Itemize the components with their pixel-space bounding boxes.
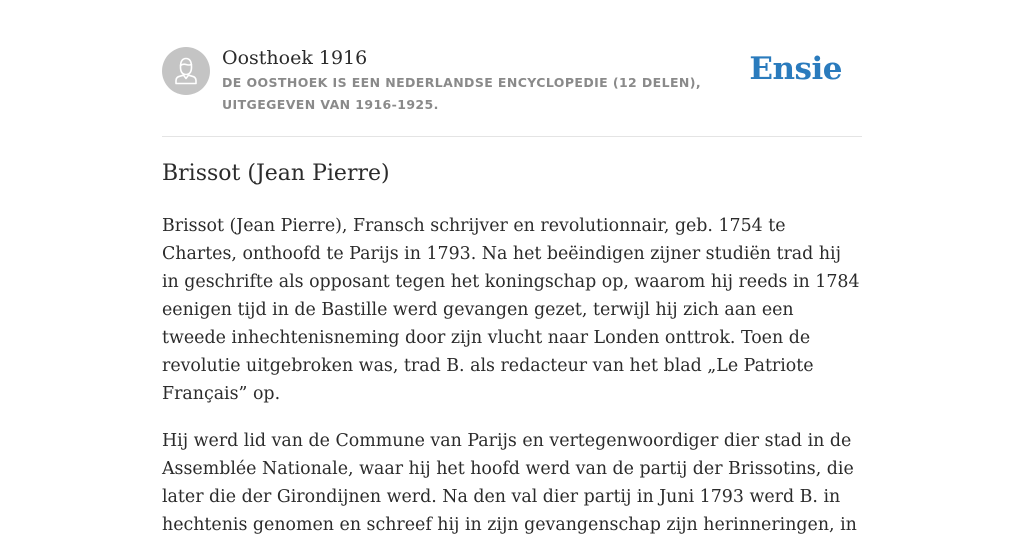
- article-body: [162, 212, 862, 558]
- source-title[interactable]: Oosthoek 1916: [222, 47, 368, 69]
- source-avatar[interactable]: [162, 47, 210, 95]
- article-paragraph-1: Brissot (Jean Pierre), Fransch schrijver en revolutionnair, geb. 1754 te Chartes, onthoofd te Parijs in 1793. Na het beëindigen zijner studiën trad hij in geschrifte als opposant tegen het koningschap op, waarom hij reeds in 1784 eenigen tijd in de Bastille werd gevangen gezet, terwijl hij zich aan een tweede inhechtenisneming door zijn vlucht naar Londen onttrok. Toen de revolutie uitgebroken was, trad B. als redacteur van het blad „Le Patriote Français” op.: [162, 216, 860, 404]
- source-description: DE OOSTHOEK IS EEN NEDERLANDSE ENCYCLOPEDIE (12 DELEN), UITGEGEVEN VAN 1916-1925.: [222, 75, 702, 112]
- source-header: [162, 44, 862, 137]
- article-title: Brissot (Jean Pierre): [162, 161, 390, 186]
- user-silhouette-icon: [162, 47, 210, 95]
- article-paragraph-2: Hij werd lid van de Commune van Parijs en vertegenwoordiger dier stad in de Assemblée Nationale, waar hij het hoofd werd van de partij der Brissotins, die later die der Girondijnen werd. Na den val dier partij in Juni 1793 werd B. in hechtenis genomen en schreef hij in zijn gevangenschap zijn herinneringen, in: [162, 431, 857, 535]
- ensie-logo-link[interactable]: Ensie: [749, 51, 842, 87]
